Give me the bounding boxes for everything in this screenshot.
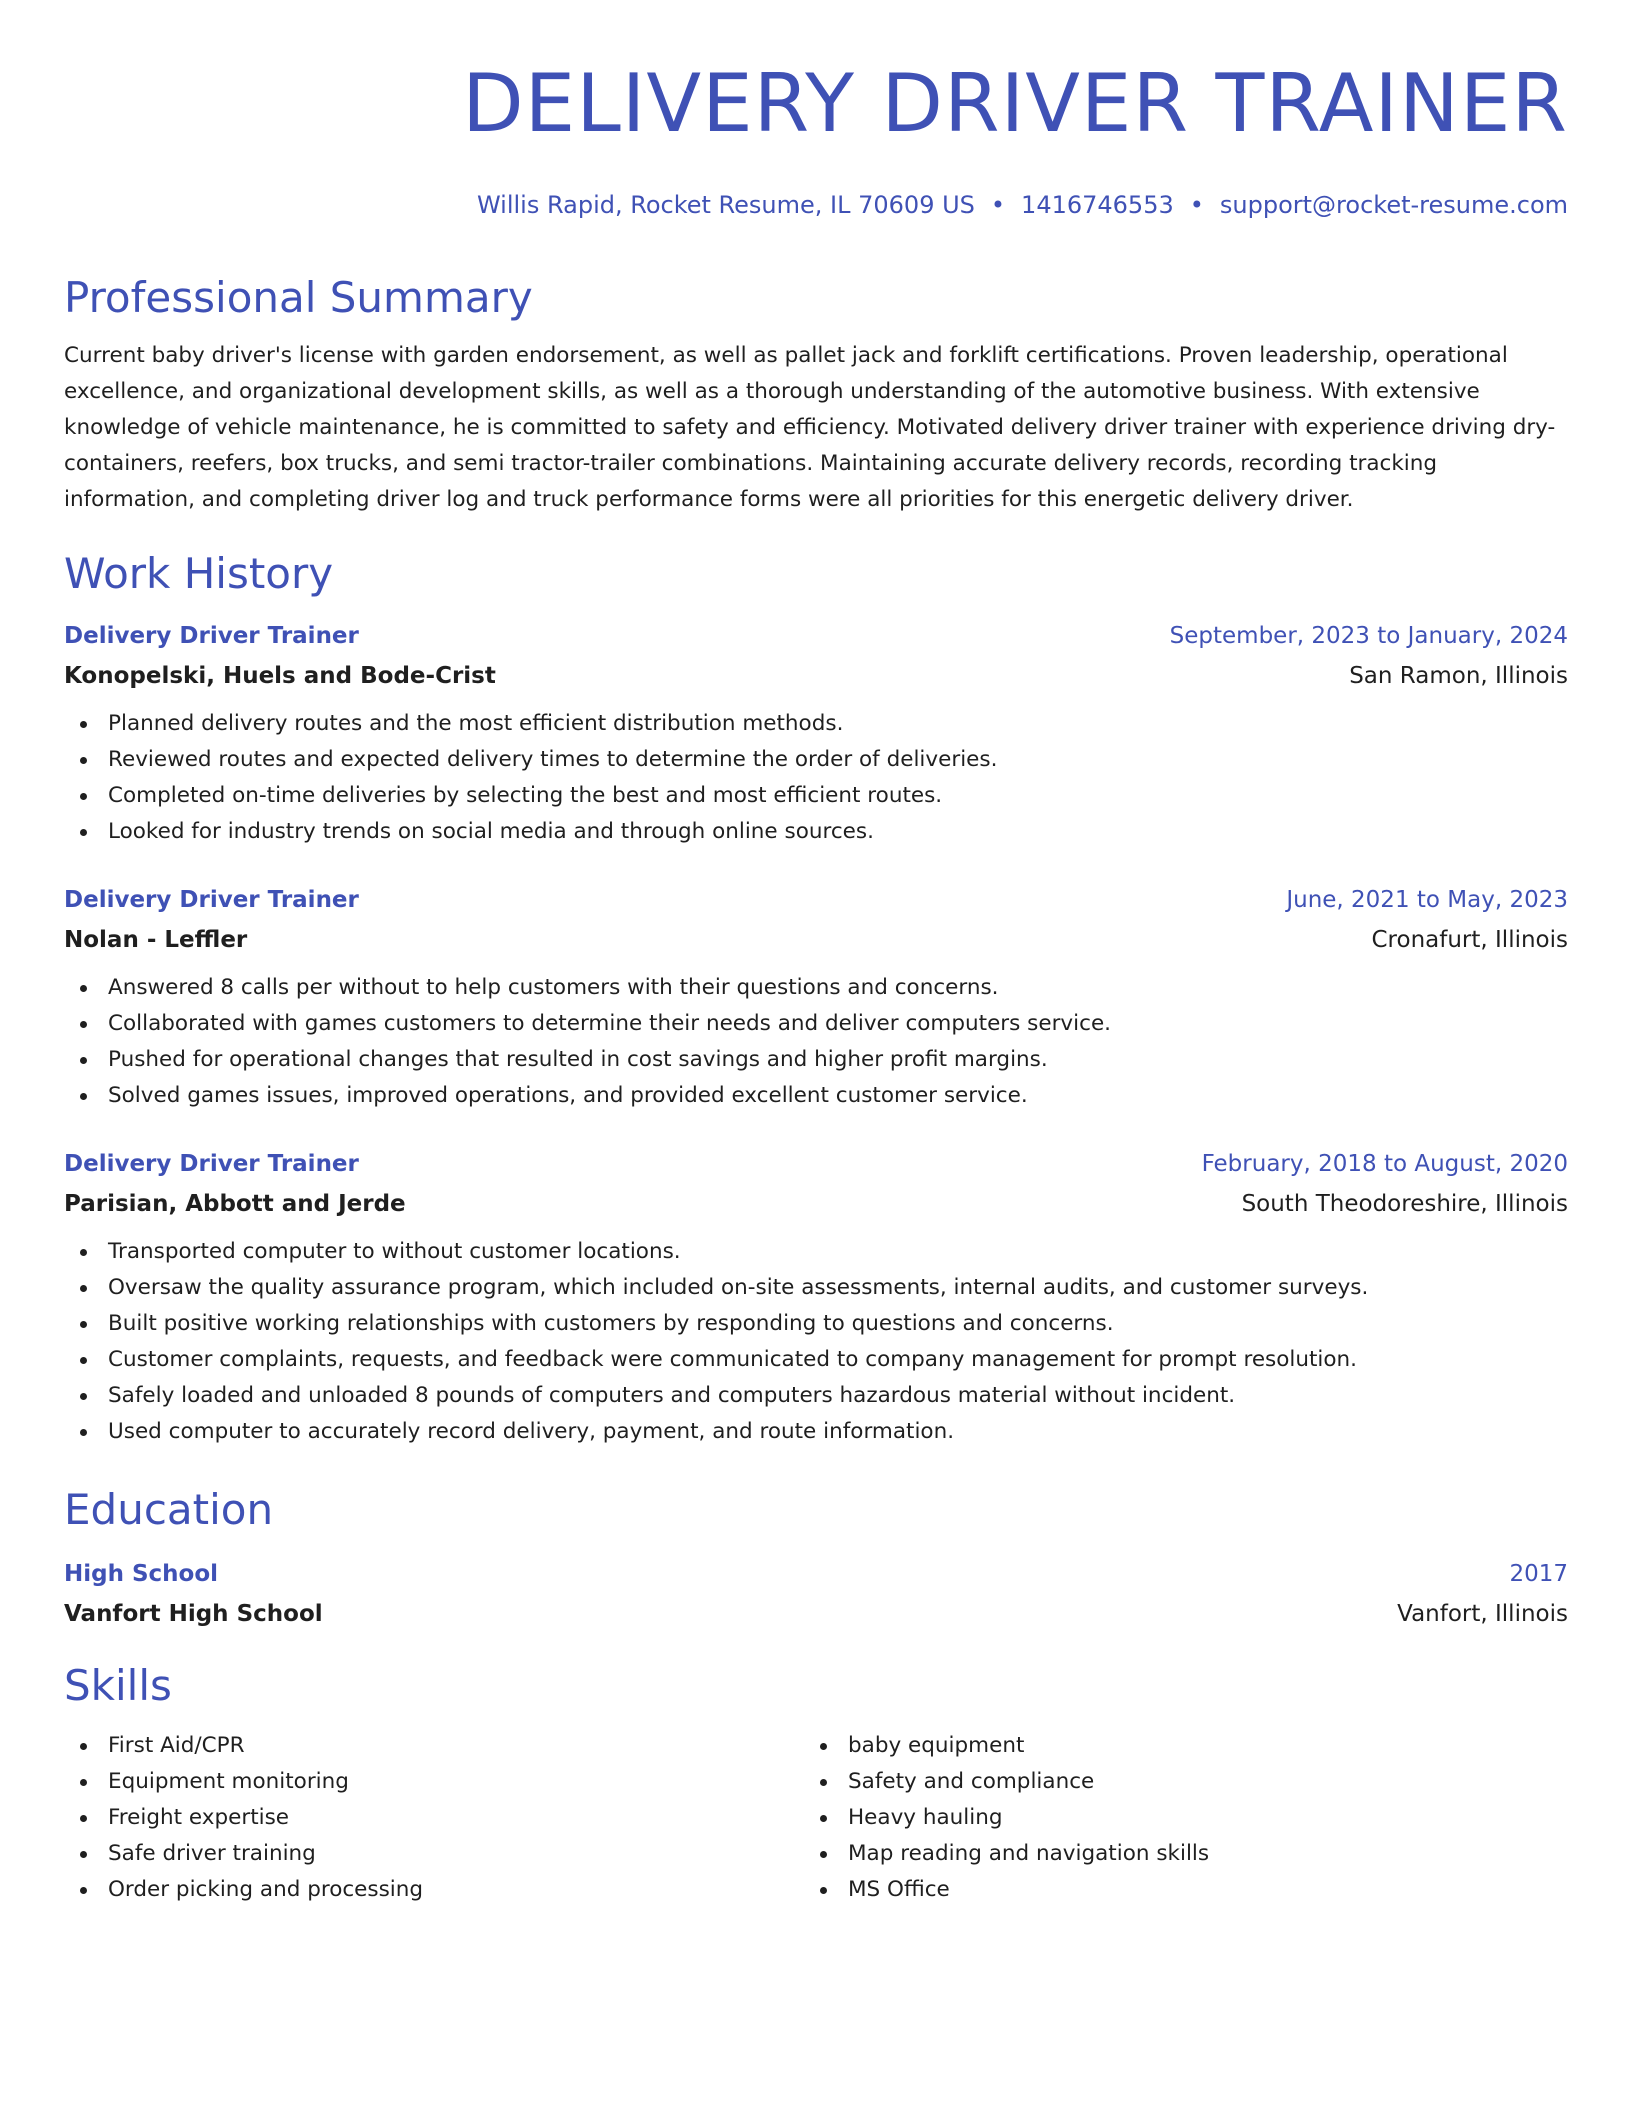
list-item: Looked for industry trends on social media and through online sources.	[64, 814, 1568, 850]
skill-item: baby equipment	[804, 1728, 1544, 1764]
skill-item: Safe driver training	[64, 1836, 804, 1872]
education-degree: High School	[64, 1561, 219, 1587]
skill-item: Order picking and processing	[64, 1872, 804, 1908]
job-title: Delivery Driver Trainer	[64, 1151, 359, 1177]
education-year: 2017	[1509, 1561, 1568, 1587]
job-entry	[64, 1148, 1568, 1450]
education-school: Vanfort High School	[64, 1601, 323, 1627]
list-item: Transported computer to without customer locations.	[64, 1234, 1568, 1270]
job-bullets	[64, 970, 1568, 1114]
list-item: Oversaw the quality assurance program, which included on-site assessments, internal audits, and customer surveys.	[64, 1270, 1568, 1306]
education-entry	[64, 1558, 1568, 1630]
list-item: Built positive working relationships with customers by responding to questions and concerns.	[64, 1306, 1568, 1342]
summary-heading: Professional Summary	[64, 273, 533, 322]
skill-item: Equipment monitoring	[64, 1764, 804, 1800]
job-location: San Ramon, Illinois	[1349, 663, 1568, 689]
list-item: Reviewed routes and expected delivery times to determine the order of deliveries.	[64, 742, 1568, 778]
contact-line	[64, 190, 1568, 220]
list-item: Safely loaded and unloaded 8 pounds of computers and computers hazardous material without incident.	[64, 1378, 1568, 1414]
job-company: Parisian, Abbott and Jerde	[64, 1191, 406, 1217]
job-entry	[64, 620, 1568, 850]
skill-item: Heavy hauling	[804, 1800, 1544, 1836]
work-history-heading: Work History	[64, 549, 334, 598]
job-entry	[64, 884, 1568, 1114]
job-dates: September, 2023 to January, 2024	[1169, 623, 1568, 649]
job-bullets	[64, 706, 1568, 850]
contact-phone: 1416746553	[1021, 191, 1174, 219]
contact-email: support@rocket-resume.com	[1219, 191, 1568, 219]
job-title: Delivery Driver Trainer	[64, 887, 359, 913]
job-bullets	[64, 1234, 1568, 1450]
list-item: Answered 8 calls per without to help customers with their questions and concerns.	[64, 970, 1568, 1006]
job-company: Nolan - Leffler	[64, 927, 248, 953]
resume-header	[64, 0, 1568, 220]
education-location: Vanfort, Illinois	[1397, 1601, 1568, 1627]
list-item: Collaborated with games customers to determine their needs and deliver computers service.	[64, 1006, 1568, 1042]
summary-text: Current baby driver's license with garden endorsement, as well as pallet jack and forklift certifications. Proven leadership, operational excellence, and organizational development skills, as well as a thorough understanding of the automotive business. With extensive knowledge of vehicle maintenance, he is committed to safety and efficiency. Motivated delivery driver trainer with experience driving dry-containers, reefers, box trucks, and semi tractor-trailer combinations. Maintaining accurate delivery records, recording tracking information, and completing driver log and truck performance forms were all priorities for this energetic delivery driver.	[64, 343, 1556, 512]
job-dates: February, 2018 to August, 2020	[1201, 1151, 1568, 1177]
skill-item: Freight expertise	[64, 1800, 804, 1836]
education-heading: Education	[64, 1485, 274, 1534]
list-item: Pushed for operational changes that resulted in cost savings and higher profit margins.	[64, 1042, 1568, 1078]
contact-separator: •	[1189, 191, 1204, 219]
skill-item: MS Office	[804, 1872, 1544, 1908]
skill-item: Safety and compliance	[804, 1764, 1544, 1800]
job-title: Delivery Driver Trainer	[64, 623, 359, 649]
job-company: Konopelski, Huels and Bode-Crist	[64, 663, 496, 689]
contact-separator: •	[990, 191, 1006, 219]
list-item: Customer complaints, requests, and feedback were communicated to company management for prompt resolution.	[64, 1342, 1568, 1378]
skill-item: First Aid/CPR	[64, 1728, 804, 1764]
list-item: Used computer to accurately record delivery, payment, and route information.	[64, 1414, 1568, 1450]
skills-list-left	[64, 1728, 804, 1908]
skills-columns	[64, 1728, 1568, 1908]
skills-heading: Skills	[64, 1661, 172, 1710]
skill-item: Map reading and navigation skills	[804, 1836, 1544, 1872]
job-location: Cronafurt, Illinois	[1371, 927, 1568, 953]
list-item: Completed on-time deliveries by selecting the best and most efficient routes.	[64, 778, 1568, 814]
job-dates: June, 2021 to May, 2023	[1286, 887, 1568, 913]
skills-list-right	[804, 1728, 1544, 1908]
job-location: South Theodoreshire, Illinois	[1241, 1191, 1568, 1217]
candidate-title: DELIVERY DRIVER TRAINER	[462, 57, 1568, 150]
list-item: Planned delivery routes and the most efficient distribution methods.	[64, 706, 1568, 742]
list-item: Solved games issues, improved operations, and provided excellent customer service.	[64, 1078, 1568, 1114]
contact-address: Willis Rapid, Rocket Resume, IL 70609 US	[476, 191, 975, 219]
